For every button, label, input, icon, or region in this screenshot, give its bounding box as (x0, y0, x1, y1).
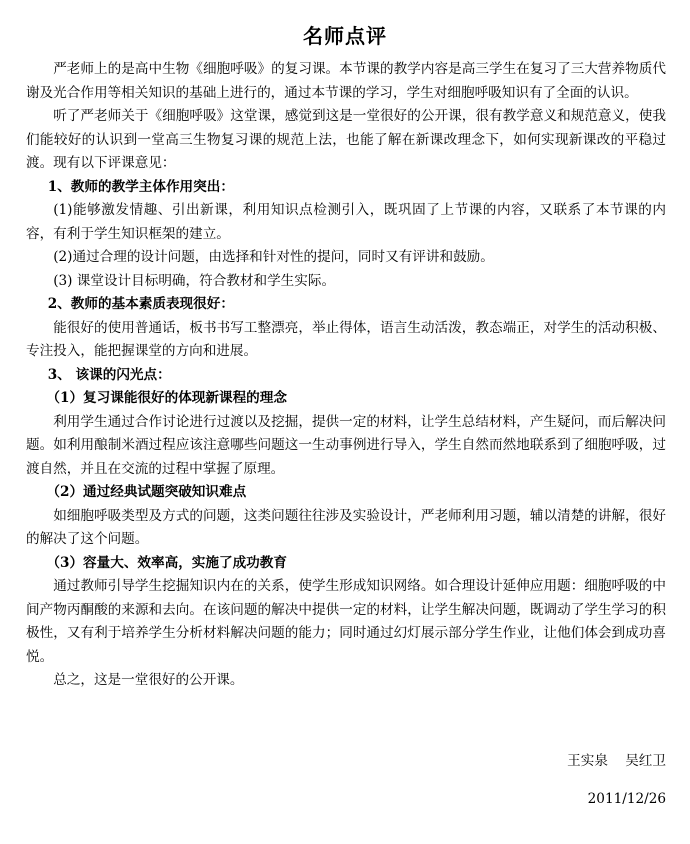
conclusion-paragraph: 总之，这是一堂很好的公开课。 (53, 672, 244, 688)
subsection-1-body: 利用学生通过合作讨论进行过渡以及挖掘，提供一定的材料，让学生总结材料，产生疑问，而后解决问题。如利用酿制米酒过程应该注意哪些问题这一生动事例进行导入，学生自然而然地联系到了细胞呼吸，过渡自然，并且在交流的过程中掌握了原理。 (26, 413, 666, 477)
section-2-body: 能很好的使用普通话，板书书写工整漂亮，举止得体，语言生动活泼，教态端正，对学生的活动积极、专注投入，能把握课堂的方向和进展。 (26, 319, 666, 359)
intro-paragraph: 严老师上的是高中生物《细胞呼吸》的复习课。本节课的教学内容是高三学生在复习了三大营养物质代谢及光合作用等相关知识的基础上进行的，通过本节课的学习，学生对细胞呼吸知识有了全面的认识。 (26, 61, 666, 101)
subsection-3-body: 通过教师引导学生挖掘知识内在的关系，使学生形成知识网络。如合理设计延伸应用题：细胞呼吸的中间产物丙酮酸的来源和去向。在该问题的解决中提供一定的材料，让学生解决问题，既调动了学生学习的积极性，又有利于培养学生分析材料解决问题的能力；同时通过幻灯展示部分学生作业，让他们体会到成功喜悦。 (26, 578, 666, 665)
document-date: 2011/12/26 (587, 791, 666, 807)
signature: 王实泉 吴红卫 (567, 753, 666, 769)
overview-paragraph: 听了严老师关于《细胞呼吸》这堂课，感觉到这是一堂很好的公开课，很有教学意义和规范意义，使我们能较好的认识到一堂高三生物复习课的规范上法，也能了解在新课改理念下，如何实现新课改的平稳过渡。现有以下评课意见： (26, 108, 666, 171)
page-title: 名师点评 (303, 24, 387, 48)
section-1-item-2: (2)通过合理的设计问题，由选择和针对性的提问，同时又有评讲和鼓励。 (53, 249, 494, 265)
subsection-1-heading: （1）复习课能很好的体现新课程的理念 (46, 390, 287, 406)
section-3-heading: 3、 该课的闪光点： (47, 366, 171, 383)
subsection-2-body: 如细胞呼吸类型及方式的问题，这类问题往往涉及实验设计，严老师利用习题，辅以清楚的讲解，很好的解决了这个问题。 (26, 507, 666, 547)
section-2-heading: 2、教师的基本素质表现很好： (47, 296, 234, 312)
subsection-2-heading: （2）通过经典试题突破知识难点 (46, 484, 247, 500)
section-1-heading: 1、教师的教学主体作用突出： (47, 178, 234, 195)
section-1-item-3: (3) 课堂设计目标明确，符合教材和学生实际。 (53, 272, 336, 289)
document-body (26, 58, 666, 693)
subsection-3-heading: （3）容量大、效率高，实施了成功教育 (46, 554, 287, 571)
section-1-item-1: (1)能够激发情趣、引出新课，利用知识点检测引入，既巩固了上节课的内容，又联系了本节课的内容，有利于学生知识框架的建立。 (26, 202, 666, 242)
